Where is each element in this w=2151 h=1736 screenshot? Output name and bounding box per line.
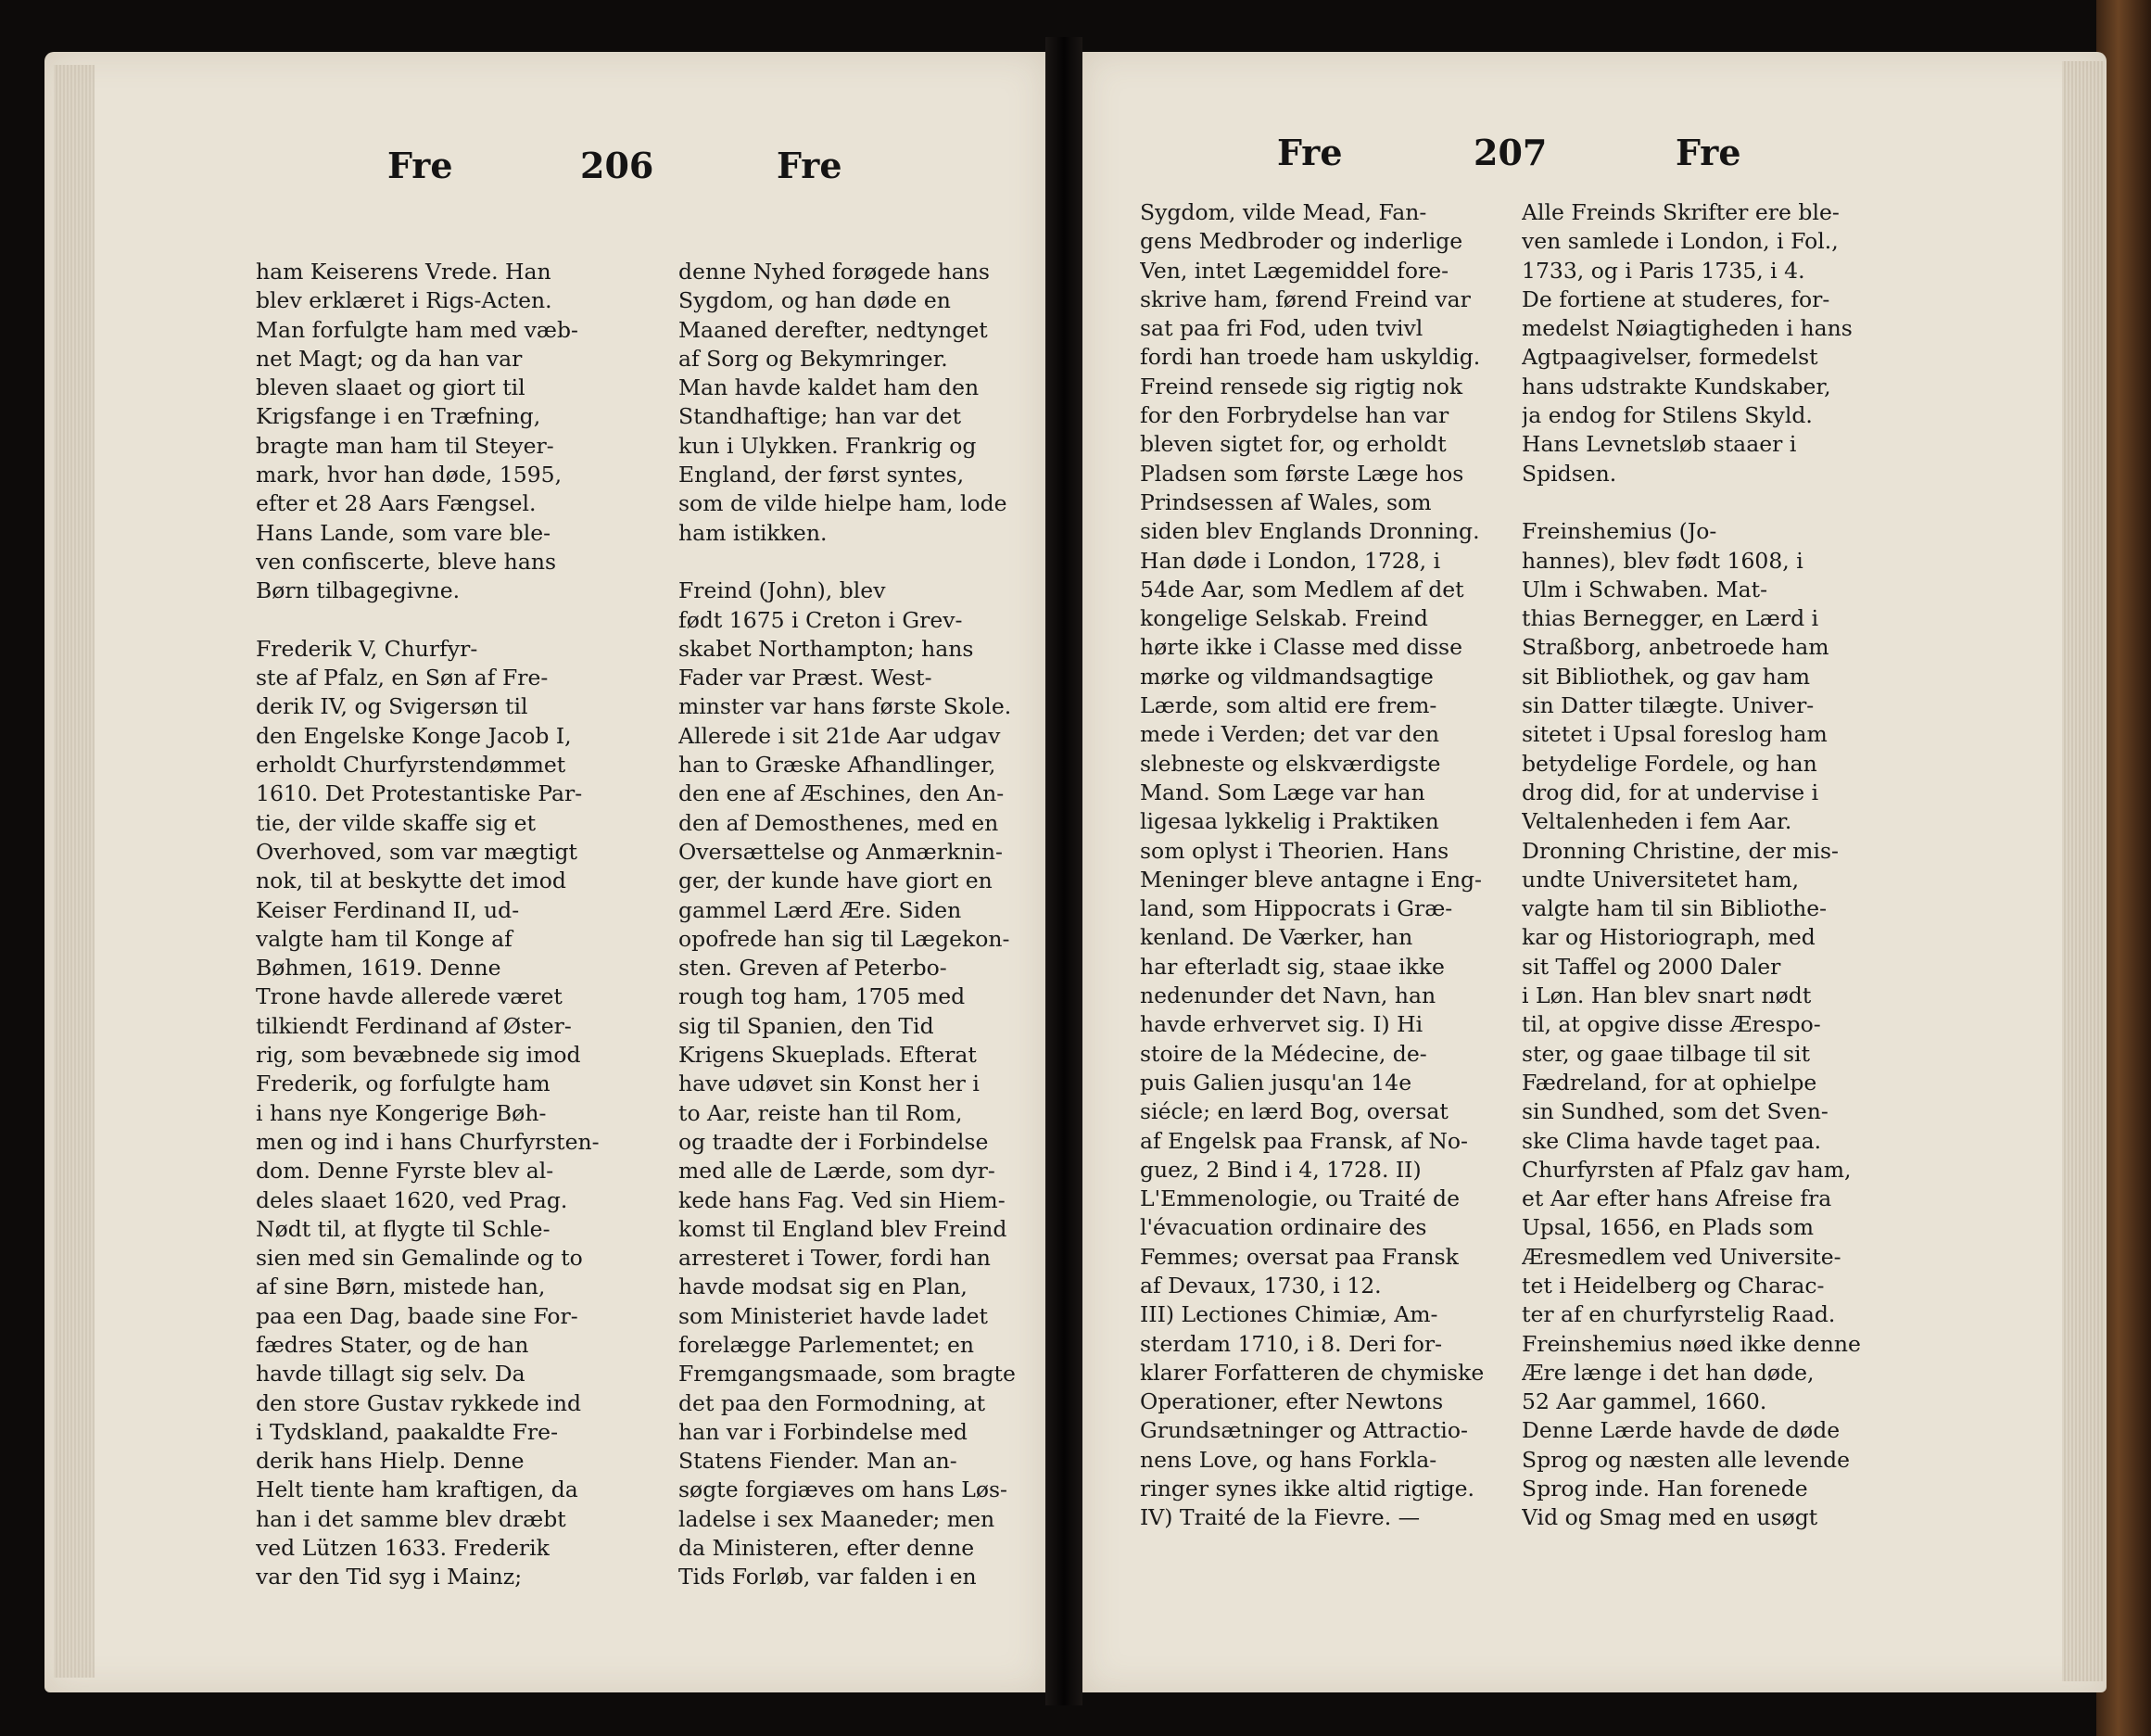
left-page-column-1: ham Keiserens Vrede. Han blev erklæret i Rigs-Acten. Man forfulgte ham med væb- net Magt; og da han var bleven slaaet og giort til Krigsfange i en Træfning, bragte man ham til Steyer- mark, hvor han døde, 1595, efter et 28 Aars Fængsel. Hans Lande, som vare ble- ven confiscerte, bleve hans Børn tilbagegivne. Frederik V, Churfyr- ste af Pfalz, en Søn af Fre- derik IV, og Svigersøn til den Engelske Konge Jacob I, erholdt Churfyrstendømmet 1610. Det Protestantiske Par- tie, der vilde skaffe sig et Overhoved, som var mægtigt nok, til at beskytte det imod Keiser Ferdinand II, ud- valgte ham til Konge af Bøhmen, 1619. Denne Trone havde allerede været tilkiendt Ferdinand af Øster- rig, som bevæbnede sig imod Frederik, og forfulgte ham i hans nye Kongerige Bøh- men og ind i hans Churfyrsten- dom. Denne Fyrste blev al- deles slaaet 1620, ved Prag. Nødt til, at flygte til Schle- sien med sin Gemalinde og to af sine Børn, mistede han, paa een Dag, baade sine For- fædres Stater, og de han havde tillagt sig selv. Da den store Gustav rykkede ind i Tydskland, paakaldte Fre- derik hans Hielp. Denne Helt tiente ham kraftigen, da han i det samme blev dræbt ved Lützen 1633. Frederik var den Tid syg i Mainz; (256, 259, 600, 1590)
left-page-stack-edge (54, 65, 95, 1678)
left-header-catchword-right: Fre (777, 145, 842, 186)
right-page-column-2: Alle Freinds Skrifter ere ble- ven samlede i London, i Fol., 1733, og i Paris 1735, i 4. De fortiene at studeres, for- medelst Nøiagtigheden i hans Agtpaagivelser, formedelst hans udstrakte Kundskaber, ja endog for Stilens Skyld. Hans Levnetsløb staaer i Spidsen. Freinshemius (Jo- hannes), blev født 1608, i Ulm i Schwaben. Mat- thias Bernegger, en Lærd i Straßborg, anbetroede ham sit Bibliothek, og gav ham sin Datter tilægte. Univer- sitetet i Upsal foreslog ham betydelige Fordele, og han drog did, for at undervise i Veltalenheden i fem Aar. Dronning Christine, der mis- undte Universitetet ham, valgte ham til sin Bibliothe- kar og Historiograph, med sit Taffel og 2000 Daler i Løn. Han blev snart nødt til, at opgive disse Ærespo- ster, og gaae tilbage til sit Fædreland, for at ophielpe sin Sundhed, som det Sven- ske Clima havde taget paa. Churfyrsten af Pfalz gav ham, et Aar efter hans Afreise fra Upsal, 1656, en Plads som Æresmedlem ved Universite- tet i Heidelberg og Charac- ter af en churfyrstelig Raad. Freinshemius nøed ikke denne Ære længe i det han døde, 52 Aar gammel, 1660. Denne Lærde havde de døde Sprog og næsten alle levende Sprog inde. Han forenede Vid og Smag med en usøgt (1522, 199, 1861, 1531)
right-page-stack-edge (2062, 61, 2105, 1681)
left-page (44, 52, 1045, 1692)
left-header-catchword-left: Fre (387, 145, 453, 186)
right-page (1082, 52, 2107, 1692)
left-page-header (44, 145, 1045, 228)
right-header-catchword-right: Fre (1676, 132, 1741, 173)
right-page-number: 207 (1474, 132, 1548, 173)
right-page-column-1: Sygdom, vilde Mead, Fan- gens Medbroder og inderlige Ven, intet Lægemiddel fore- skrive ham, førend Freind var sat paa fri Fod, uden tvivl fordi han troede ham uskyldig. Freind rensede sig rigtig nok for den Forbrydelse han var bleven sigtet for, og erholdt Pladsen som første Læge hos Prindsessen af Wales, som siden blev Englands Dronning. Han døde i London, 1728, i 54de Aar, som Medlem af det kongelige Selskab. Freind hørte ikke i Classe med disse mørke og vildmandsagtige Lærde, som altid ere frem- mede i Verden; det var den slebneste og elskværdigste Mand. Som Læge var han ligesaa lykkelig i Praktiken som oplyst i Theorien. Hans Meninger bleve antagne i Eng- land, som Hippocrats i Græ- kenland. De Værker, han har efterladt sig, staae ikke nedenunder det Navn, han havde erhvervet sig. I) Hi stoire de la Médecine, de- puis Galien jusqu'an 14e siécle; en lærd Bog, oversat af Engelsk paa Fransk, af No- guez, 2 Bind i 4, 1728. II) L'Emmenologie, ou Traité de l'évacuation ordinaire des Femmes; oversat paa Fransk af Devaux, 1730, i 12. III) Lectiones Chimiæ, Am- sterdam 1710, i 8. Deri for- klarer Forfatteren de chymiske Operationer, efter Newtons Grundsætninger og Attractio- nens Love, og hans Forkla- ringer synes ikke altid rigtige. IV) Traité de la Fievre. — (1140, 199, 1485, 1531)
left-page-number: 206 (580, 145, 654, 186)
left-page-column-2: denne Nyhed forøgede hans Sygdom, og han døde en Maaned derefter, nedtynget af Sorg og Bekymringer. Man havde kaldet ham den Standhaftige; han var det kun i Ulykken. Frankrig og England, der først syntes, som de vilde hielpe ham, lode ham istikken. Freind (John), blev født 1675 i Creton i Grev- skabet Northampton; hans Fader var Præst. West- minster var hans første Skole. Allerede i sit 21de Aar udgav han to Græske Afhandlinger, den ene af Æschines, den An- den af Demosthenes, med en Oversættelse og Anmærknin- ger, der kunde have giort en gammel Lærd Ære. Siden opofrede han sig til Lægekon- sten. Greven af Peterbo- rough tog ham, 1705 med sig til Spanien, den Tid Krigens Skueplads. Efterat have udøvet sin Konst her i to Aar, reiste han til Rom, og traadte der i Forbindelse med alle de Lærde, som dyr- kede hans Fag. Ved sin Hiem- komst til England blev Freind arresteret i Tower, fordi han havde modsat sig en Plan, som Ministeriet havde ladet forelægge Parlementet; en Fremgangsmaade, som bragte det paa den Formodning, at han var i Forbindelse med Statens Fiender. Man an- søgte forgiæves om hans Løs- ladelse i sex Maaneder; men da Ministeren, efter denne Tids Forløb, var falden i en (678, 259, 1016, 1590)
right-header-catchword-left: Fre (1277, 132, 1343, 173)
book-gutter (1045, 37, 1082, 1705)
